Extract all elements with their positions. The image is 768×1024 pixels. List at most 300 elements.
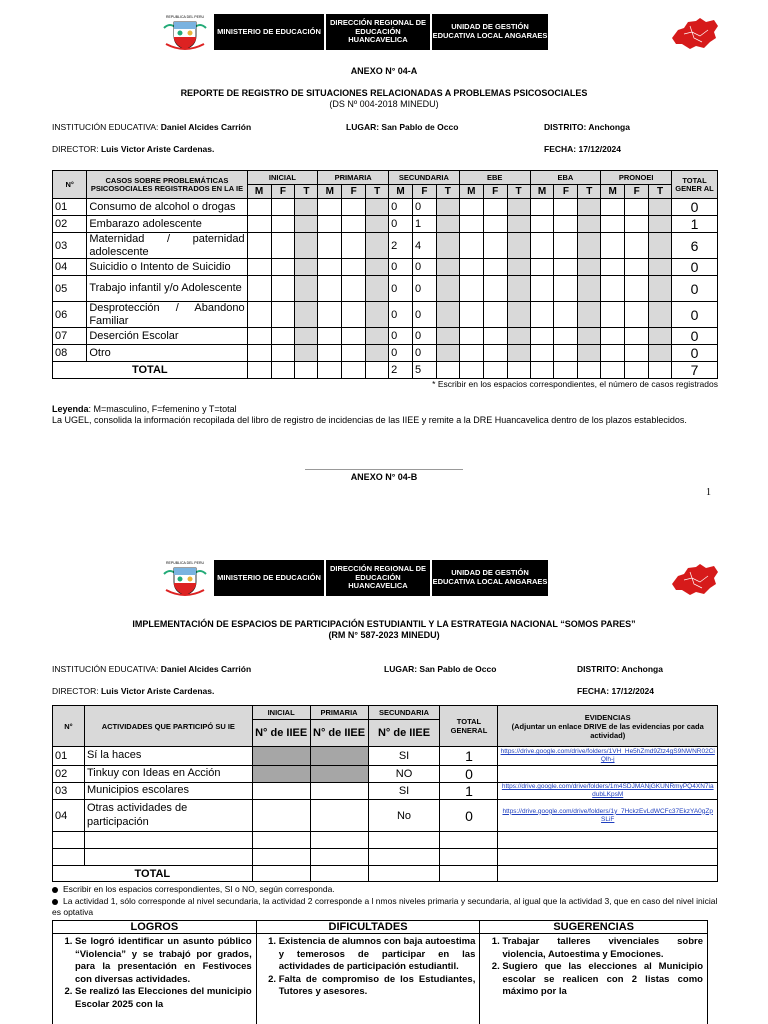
sugerencias-title: SUGERENCIAS — [480, 921, 708, 934]
sugerencias-cell — [480, 934, 708, 1024]
count-cell — [295, 362, 318, 379]
evidence-link[interactable]: https://drive.google.com/drive/folders/1y_7HckzEvLdWCFc37EkzYA0gZpSLiF — [498, 800, 718, 832]
count-cell — [459, 259, 483, 276]
mft-m: M — [530, 185, 554, 199]
count-cell — [247, 233, 271, 259]
director-line — [52, 144, 214, 154]
count-cell — [625, 345, 649, 362]
count-cell — [554, 216, 578, 233]
logro-item: 2. Se realizó las Elecciones del municipio Escolar 2025 con la — [75, 986, 252, 1011]
count-cell — [625, 276, 649, 302]
count-cell — [318, 216, 342, 233]
anexo-a-subtitle: (DS Nº 004-2018 MINEDU) — [329, 99, 439, 109]
count-cell — [342, 233, 366, 259]
dificultades-title: DIFICULTADES — [256, 921, 480, 934]
count-cell — [507, 216, 530, 233]
institucion-value: Daniel Alcides Carrión — [160, 664, 252, 674]
sugerencia-item: 2. Sugiero que las elecciones al Municipio escolar se realicen con 2 listas como máximo por la — [502, 961, 703, 999]
count-cell — [530, 328, 554, 345]
count-cell — [436, 199, 459, 216]
count-cell — [247, 276, 271, 302]
logros-table — [52, 920, 708, 1024]
anexo-b-subtitle: (RM N° 587-2023 MINEDU) — [328, 630, 440, 640]
count-cell — [578, 345, 601, 362]
total-row — [53, 362, 718, 379]
actividad-n: 02 — [53, 766, 85, 783]
sec-m-cell: 2 — [389, 233, 413, 259]
header-banner — [160, 14, 720, 52]
count-cell — [295, 345, 318, 362]
sec-m-cell: 0 — [389, 259, 413, 276]
caso-n: 05 — [53, 276, 87, 302]
count-cell — [507, 362, 530, 379]
secundaria-cell: No — [368, 800, 440, 832]
col-n: N° — [53, 171, 87, 199]
col-inicial: INICIAL — [247, 171, 318, 185]
caso-total: 0 — [672, 259, 718, 276]
director-value: Luis Victor Ariste Cardenas. — [100, 686, 215, 696]
count-cell — [530, 345, 554, 362]
count-cell — [625, 259, 649, 276]
sec-f-cell: 0 — [412, 328, 436, 345]
count-cell — [342, 199, 366, 216]
actividad-total: 0 — [440, 766, 498, 783]
count-cell — [318, 362, 342, 379]
count-cell — [366, 233, 389, 259]
header-banner-2 — [160, 560, 720, 598]
count-cell — [625, 216, 649, 233]
region-map-icon — [670, 16, 720, 50]
count-cell — [436, 276, 459, 302]
count-cell — [601, 199, 625, 216]
actividad-total: 1 — [440, 783, 498, 800]
n-iiee-inicial: N° de IIEE — [252, 720, 310, 747]
count-cell — [247, 216, 271, 233]
primaria-cell — [310, 747, 368, 766]
mft-f: F — [554, 185, 578, 199]
secundaria-cell: NO — [368, 766, 440, 783]
count-cell — [649, 276, 672, 302]
col-inicial: INICIAL — [252, 706, 310, 720]
caso-n: 03 — [53, 233, 87, 259]
count-cell — [295, 259, 318, 276]
peru-shield-icon — [160, 560, 210, 598]
mft-t: T — [649, 185, 672, 199]
sec-m-cell: 0 — [389, 199, 413, 216]
count-cell — [625, 328, 649, 345]
lugar-line: LUGAR: San Pablo de Occo — [346, 122, 459, 132]
total-sec-f: 5 — [412, 362, 436, 379]
count-cell — [436, 233, 459, 259]
count-cell — [578, 259, 601, 276]
caso-total: 1 — [672, 216, 718, 233]
count-cell — [318, 199, 342, 216]
count-cell — [342, 276, 366, 302]
count-cell — [459, 199, 483, 216]
count-cell — [530, 302, 554, 328]
sec-f-cell: 0 — [412, 345, 436, 362]
count-cell — [554, 302, 578, 328]
caso-n: 02 — [53, 216, 87, 233]
secundaria-cell: SI — [368, 747, 440, 766]
director-label: DIRECTOR: — [52, 686, 99, 696]
sec-m-cell: 0 — [389, 328, 413, 345]
institucion-label: INSTITUCIÓN EDUCATIVA: — [52, 664, 159, 674]
count-cell — [625, 302, 649, 328]
count-cell — [247, 302, 271, 328]
count-cell — [459, 362, 483, 379]
count-cell — [436, 345, 459, 362]
count-cell — [601, 259, 625, 276]
mft-t: T — [436, 185, 459, 199]
count-cell — [483, 233, 507, 259]
institucion-line — [52, 122, 251, 132]
count-cell — [436, 328, 459, 345]
count-cell — [318, 302, 342, 328]
mft-m: M — [601, 185, 625, 199]
count-cell — [271, 362, 295, 379]
col-evidencias — [498, 706, 718, 747]
col-primaria: PRIMARIA — [310, 706, 368, 720]
n-iiee-primaria: N° de IIEE — [310, 720, 368, 747]
sec-f-cell: 0 — [412, 302, 436, 328]
empty-row — [53, 832, 718, 849]
count-cell — [271, 345, 295, 362]
count-cell — [295, 328, 318, 345]
anexo-a-title: REPORTE DE REGISTRO DE SITUACIONES RELACIONADAS A PROBLEMAS PSICOSOCIALES — [180, 88, 588, 98]
count-cell — [366, 302, 389, 328]
count-cell — [578, 199, 601, 216]
count-cell — [649, 216, 672, 233]
count-cell — [366, 328, 389, 345]
sugerencia-item: 1. Trabajar talleres vivenciales sobre violencia, Autoestima y Emociones. — [502, 936, 703, 961]
primaria-cell — [310, 783, 368, 800]
caso-n: 01 — [53, 199, 87, 216]
leyenda-text: : M=masculino, F=femenino y T=total — [88, 404, 237, 414]
count-cell — [483, 362, 507, 379]
count-cell — [530, 259, 554, 276]
anexo-a-label: ANEXO N° 04-A — [350, 66, 418, 76]
dificultad-item: 2. Falta de compromiso de los Estudiantes, Tutores y asesores. — [279, 974, 476, 999]
leyenda-label: Leyenda — [52, 404, 89, 414]
bullet-1-text: Escribir en los espacios correspondientes, SI o NO, según corresponda. — [63, 884, 335, 894]
count-cell — [366, 199, 389, 216]
caso-row — [53, 216, 718, 233]
primaria-cell — [310, 800, 368, 832]
actividades-table — [52, 705, 718, 882]
count-cell — [295, 233, 318, 259]
count-cell — [342, 362, 366, 379]
sec-f-cell: 0 — [412, 259, 436, 276]
actividad-row — [53, 766, 718, 783]
logros-title: LOGROS — [53, 921, 257, 934]
actividad-total: 1 — [440, 747, 498, 766]
actividad-name: Otras actividades de participación — [84, 800, 252, 832]
count-cell — [483, 345, 507, 362]
count-cell — [295, 302, 318, 328]
peru-shield-icon — [160, 14, 210, 52]
count-cell — [247, 199, 271, 216]
lugar-line-b: LUGAR: San Pablo de Occo — [384, 664, 497, 674]
count-cell — [483, 276, 507, 302]
total-label-b: TOTAL — [53, 866, 253, 882]
count-cell — [601, 233, 625, 259]
sec-m-cell: 0 — [389, 302, 413, 328]
caso-n: 08 — [53, 345, 87, 362]
count-cell — [318, 259, 342, 276]
actividad-total: 0 — [440, 800, 498, 832]
caso-n: 04 — [53, 259, 87, 276]
count-cell — [366, 362, 389, 379]
caso-row — [53, 259, 718, 276]
dificultades-cell — [256, 934, 480, 1024]
count-cell — [554, 259, 578, 276]
dificultad-item: 1. Existencia de alumnos con baja autoestima y temerosos de participar en las actividades de participación estudiantil. — [279, 936, 476, 974]
evidence-link[interactable]: https://drive.google.com/drive/folders/1m4SDJMANjGKUNRmyPQ4XN7iadubLKpsM — [498, 783, 718, 800]
region-map-icon — [670, 562, 720, 596]
sec-m-cell: 0 — [389, 216, 413, 233]
count-cell — [530, 233, 554, 259]
count-cell — [530, 276, 554, 302]
count-cell — [507, 199, 530, 216]
count-cell — [247, 259, 271, 276]
ministerio-block: MINISTERIO DE EDUCACIÓN — [214, 560, 324, 596]
bullet-dot-icon — [52, 887, 58, 893]
count-cell — [247, 345, 271, 362]
mft-f: F — [625, 185, 649, 199]
anexo-b-title: IMPLEMENTACIÓN DE ESPACIOS DE PARTICIPACIÓN ESTUDIANTIL Y LA ESTRATEGIA NACIONAL “SOMOS PARES” — [132, 619, 636, 629]
page-number: 1 — [706, 487, 711, 498]
col-actividades: ACTIVIDADES QUE PARTICIPÓ SU IE — [84, 706, 252, 747]
sec-f-cell: 0 — [412, 276, 436, 302]
caso-name: Maternidad / paternidad adolescente — [87, 233, 247, 259]
caso-n: 06 — [53, 302, 87, 328]
col-secundaria: SECUNDARIA — [368, 706, 440, 720]
bullet-1 — [52, 884, 718, 895]
mft-t: T — [366, 185, 389, 199]
count-cell — [625, 233, 649, 259]
actividad-name: Tinkuy con Ideas en Acción — [84, 766, 252, 783]
caso-name: Consumo de alcohol o drogas — [87, 199, 247, 216]
total-label: TOTAL — [53, 362, 248, 379]
evidencias-note: (Adjuntar un enlace DRIVE de las evidencias por cada actividad) — [511, 721, 704, 740]
count-cell — [649, 345, 672, 362]
actividad-row — [53, 747, 718, 766]
mft-f: F — [412, 185, 436, 199]
caso-name: Trabajo infantil y/o Adolescente — [87, 276, 247, 302]
count-cell — [507, 259, 530, 276]
count-cell — [247, 362, 271, 379]
evidence-link[interactable]: https://drive.google.com/drive/folders/1VH_He5hZmd9Ztz4gS9NWNR02CiQlh-j — [498, 747, 718, 766]
inicial-cell — [252, 747, 310, 766]
mft-m: M — [318, 185, 342, 199]
count-cell — [436, 362, 459, 379]
mft-f: F — [342, 185, 366, 199]
caso-row — [53, 276, 718, 302]
count-cell — [271, 328, 295, 345]
count-cell — [483, 302, 507, 328]
count-cell — [507, 328, 530, 345]
bullet-2-text: La actividad 1, sólo corresponde al nivel secundaria, la actividad 2 corresponde a l nmos niveles primaria y secundaria, al igual que la actividad 3, que en caso del nivel inicial es optativa — [52, 896, 718, 918]
count-cell — [483, 216, 507, 233]
count-cell — [318, 345, 342, 362]
sec-f-cell: 4 — [412, 233, 436, 259]
ugel-note: La UGEL, consolida la información recopilada del libro de registro de incidencias de las IIEE y remite a la DRE Huancavelica dentro de los plazos establecidos. — [52, 415, 687, 425]
count-cell — [271, 216, 295, 233]
count-cell — [436, 259, 459, 276]
count-cell — [507, 276, 530, 302]
caso-total: 0 — [672, 199, 718, 216]
count-cell — [342, 302, 366, 328]
total-sec-m: 2 — [389, 362, 413, 379]
count-cell — [578, 362, 601, 379]
col-secundaria: SECUNDARIA — [389, 171, 460, 185]
caso-total: 6 — [672, 233, 718, 259]
col-ebe: EBE — [459, 171, 530, 185]
col-primaria: PRIMARIA — [318, 171, 389, 185]
separator-line — [305, 469, 463, 470]
total-row-b — [53, 866, 718, 882]
inicial-cell — [252, 783, 310, 800]
count-cell — [601, 302, 625, 328]
count-cell — [459, 276, 483, 302]
count-cell — [366, 216, 389, 233]
distrito-line-b: DISTRITO: Anchonga — [577, 664, 663, 674]
count-cell — [483, 259, 507, 276]
count-cell — [530, 199, 554, 216]
actividad-n: 01 — [53, 747, 85, 766]
count-cell — [366, 345, 389, 362]
institucion-value: Daniel Alcides Carrión — [160, 122, 252, 132]
count-cell — [318, 276, 342, 302]
caso-row — [53, 328, 718, 345]
count-cell — [578, 233, 601, 259]
n-iiee-secundaria: N° de IIEE — [368, 720, 440, 747]
count-cell — [342, 216, 366, 233]
inicial-cell — [252, 766, 310, 783]
fecha-line-b: FECHA: 17/12/2024 — [577, 686, 655, 696]
col-pronoei: PRONOEI — [601, 171, 672, 185]
col-total: TOTAL GENER AL — [672, 171, 718, 199]
count-cell — [436, 216, 459, 233]
casos-footnote: * Escribir en los espacios correspondientes, el número de casos registrados — [432, 379, 718, 389]
caso-row — [53, 233, 718, 259]
caso-name: Deserción Escolar — [87, 328, 247, 345]
count-cell — [530, 216, 554, 233]
direccion-block: DIRECCIÓN REGIONAL DE EDUCACIÓN HUANCAVELICA — [326, 14, 430, 50]
count-cell — [649, 302, 672, 328]
sec-m-cell: 0 — [389, 345, 413, 362]
count-cell — [601, 362, 625, 379]
count-cell — [601, 328, 625, 345]
count-cell — [554, 199, 578, 216]
bullet-dot-icon — [52, 899, 58, 905]
count-cell — [295, 199, 318, 216]
logro-item: 1. Se logró identificar un asunto público “Violencia” y se trabajó por grados, para la presentación en Festivoces con diversas actividades. — [75, 936, 252, 986]
caso-row — [53, 302, 718, 328]
count-cell — [459, 216, 483, 233]
count-cell — [271, 259, 295, 276]
inicial-cell — [252, 800, 310, 832]
count-cell — [295, 216, 318, 233]
count-cell — [271, 233, 295, 259]
count-cell — [342, 328, 366, 345]
mft-f: F — [483, 185, 507, 199]
count-cell — [507, 345, 530, 362]
col-casos: CASOS SOBRE PROBLEMÁTICAS PSICOSOCIALES REGISTRADOS EN LA IE — [87, 171, 247, 199]
count-cell — [318, 328, 342, 345]
count-cell — [578, 302, 601, 328]
col-eba: EBA — [530, 171, 601, 185]
count-cell — [554, 362, 578, 379]
count-cell — [271, 199, 295, 216]
secundaria-cell: SI — [368, 783, 440, 800]
actividad-row — [53, 783, 718, 800]
actividad-n: 04 — [53, 800, 85, 832]
count-cell — [649, 259, 672, 276]
caso-name: Otro — [87, 345, 247, 362]
direccion-block: DIRECCIÓN REGIONAL DE EDUCACIÓN HUANCAVELICA — [326, 560, 430, 596]
col-total-general: TOTAL GENERAL — [440, 706, 498, 747]
count-cell — [649, 199, 672, 216]
fecha-line: FECHA: 17/12/2024 — [544, 144, 622, 154]
count-cell — [507, 302, 530, 328]
ugel-block: UNIDAD DE GESTIÓN EDUCATIVA LOCAL ANGARAES — [432, 560, 548, 596]
caso-total: 0 — [672, 345, 718, 362]
ugel-block: UNIDAD DE GESTIÓN EDUCATIVA LOCAL ANGARAES — [432, 14, 548, 50]
mft-m: M — [459, 185, 483, 199]
count-cell — [578, 216, 601, 233]
count-cell — [483, 328, 507, 345]
count-cell — [649, 362, 672, 379]
count-cell — [601, 276, 625, 302]
grand-total: 7 — [672, 362, 718, 379]
ministerio-block: MINISTERIO DE EDUCACIÓN — [214, 14, 324, 50]
count-cell — [459, 233, 483, 259]
count-cell — [318, 233, 342, 259]
director-line-b — [52, 686, 214, 696]
count-cell — [554, 328, 578, 345]
count-cell — [271, 302, 295, 328]
anexo-b-label: ANEXO N° 04-B — [350, 472, 418, 482]
count-cell — [366, 259, 389, 276]
institucion-line-b — [52, 664, 251, 674]
caso-n: 07 — [53, 328, 87, 345]
empty-row — [53, 849, 718, 866]
director-label: DIRECTOR: — [52, 144, 99, 154]
logros-cell — [53, 934, 257, 1024]
caso-total: 0 — [672, 302, 718, 328]
count-cell — [578, 328, 601, 345]
count-cell — [649, 328, 672, 345]
caso-row — [53, 345, 718, 362]
bullet-2 — [52, 896, 718, 918]
caso-name: Desprotección / Abandono Familiar — [87, 302, 247, 328]
distrito-line: DISTRITO: Anchonga — [544, 122, 630, 132]
count-cell — [554, 345, 578, 362]
mft-t: T — [507, 185, 530, 199]
count-cell — [554, 276, 578, 302]
count-cell — [459, 302, 483, 328]
svg-text:REPUBLICA DEL PERU: REPUBLICA DEL PERU — [166, 15, 204, 19]
count-cell — [247, 328, 271, 345]
caso-name: Suicidio o Intento de Suicidio — [87, 259, 247, 276]
count-cell — [436, 302, 459, 328]
col-n: N° — [53, 706, 85, 747]
caso-total: 0 — [672, 328, 718, 345]
evidencias-title: EVIDENCIAS — [584, 712, 631, 722]
primaria-cell — [310, 766, 368, 783]
